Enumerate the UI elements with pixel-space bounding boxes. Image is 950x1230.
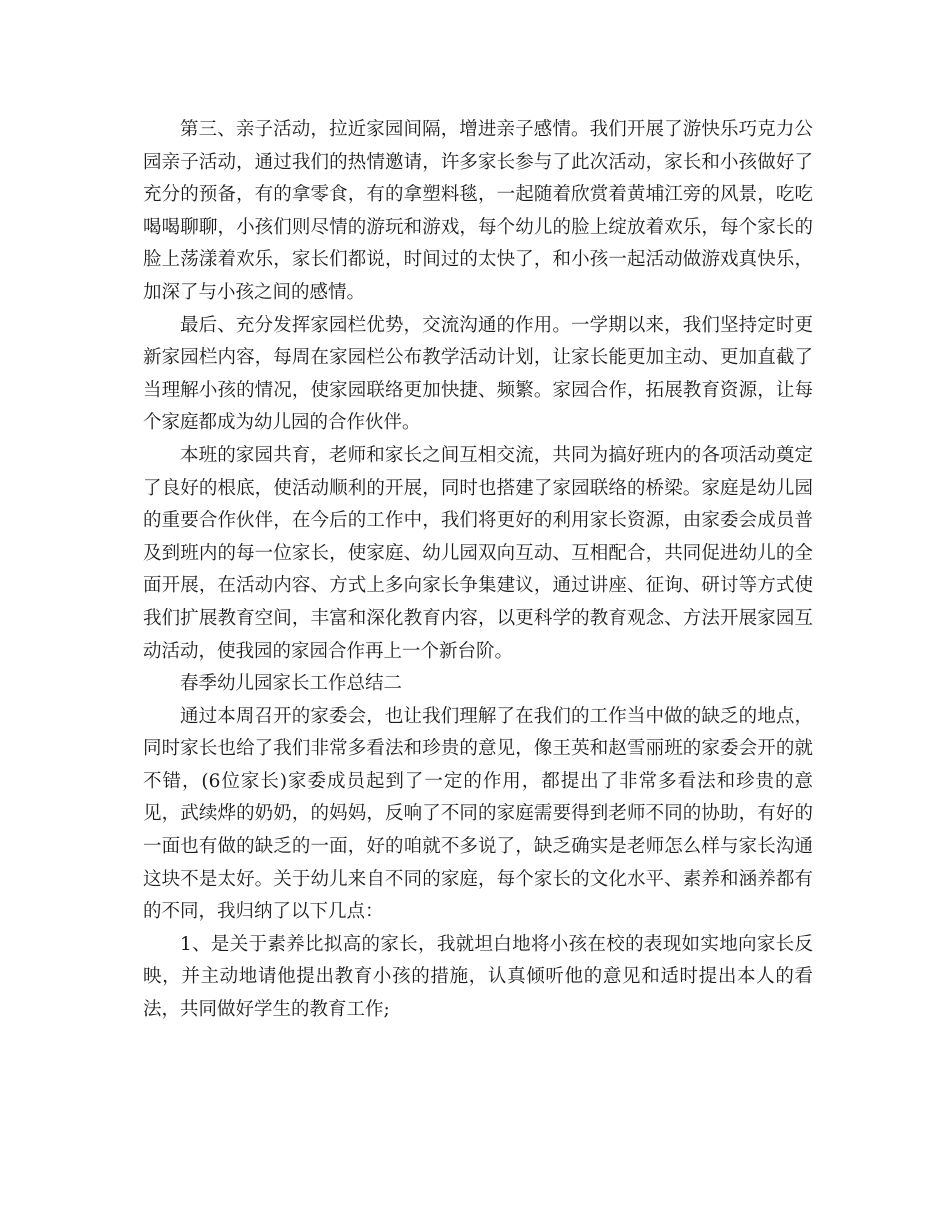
section-heading: 春季幼儿园家长工作总结二	[180, 673, 403, 695]
paragraph-parent-committee: 通过本周召开的家委会，也让我们理解了在我们的工作当中做的缺乏的地点，同时家长也给了我们非常多看法和珍贵的意见，像王英和赵雪丽班的家委会开的就不错，(6位家长)家委成员起到了一定的作用，都提出了非常多看法和珍贵的意见，武续烨的奶奶，的妈妈，反响了不同的家庭需要得到老师不同的协助，有好的一面也有做的缺乏的一面，好的咱就不多说了，缺乏确实是老师怎么样与家长沟通这块不是太好。关于幼儿来自不同的家庭，每个家长的文化水平、素养和涵养都有的不同，我归纳了以下几点：	[143, 705, 813, 923]
paragraph-point-1: 1、是关于素养比拟高的家长，我就坦白地将小孩在校的表现如实地向家长反映，并主动地请他提出教育小孩的措施，认真倾听他的意见和适时提出本人的看法，共同做好学生的教育工作;	[143, 933, 813, 1021]
document-body	[143, 114, 813, 1027]
paragraph-parent-child-activity: 第三、亲子活动，拉近家园间隔，增进亲子感情。我们开展了游快乐巧克力公园亲子活动，通过我们的热情邀请，许多家长参与了此次活动，家长和小孩做好了充分的预备，有的拿零食，有的拿塑料毯，一起随着欣赏着黄埔江旁的风景，吃吃喝喝聊聊，小孩们则尽情的游玩和游戏，每个幼儿的脸上绽放着欢乐，每个家长的脸上荡漾着欢乐，家长们都说，时间过的太快了，和小孩一起活动做游戏真快乐，加深了与小孩之间的感情。	[143, 119, 813, 303]
paragraph-class-co-education: 本班的家园共育，老师和家长之间互相交流，共同为搞好班内的各项活动奠定了良好的根底，使活动顺利的开展，同时也搭建了家园联络的桥梁。家庭是幼儿园的重要合作伙伴，在今后的工作中，我们将更好的利用家长资源，由家委会成员普及到班内的每一位家长，使家庭、幼儿园双向互动、互相配合，共同促进幼儿的全面开展，在活动内容、方式上多向家长争集建议，通过讲座、征询、研讨等方式使我们扩展教育空间，丰富和深化教育内容，以更科学的教育观念、方法开展家园互动活动，使我园的家园合作再上一个新台阶。	[143, 444, 813, 662]
paragraph-home-school-board: 最后、充分发挥家园栏优势，交流沟通的作用。一学期以来，我们坚持定时更新家园栏内容，每周在家园栏公布教学活动计划，让家长能更加主动、更加直截了当理解小孩的情况，使家园联络更加快捷、频繁。家园合作，拓展教育资源，让每个家庭都成为幼儿园的合作伙伴。	[143, 314, 813, 434]
